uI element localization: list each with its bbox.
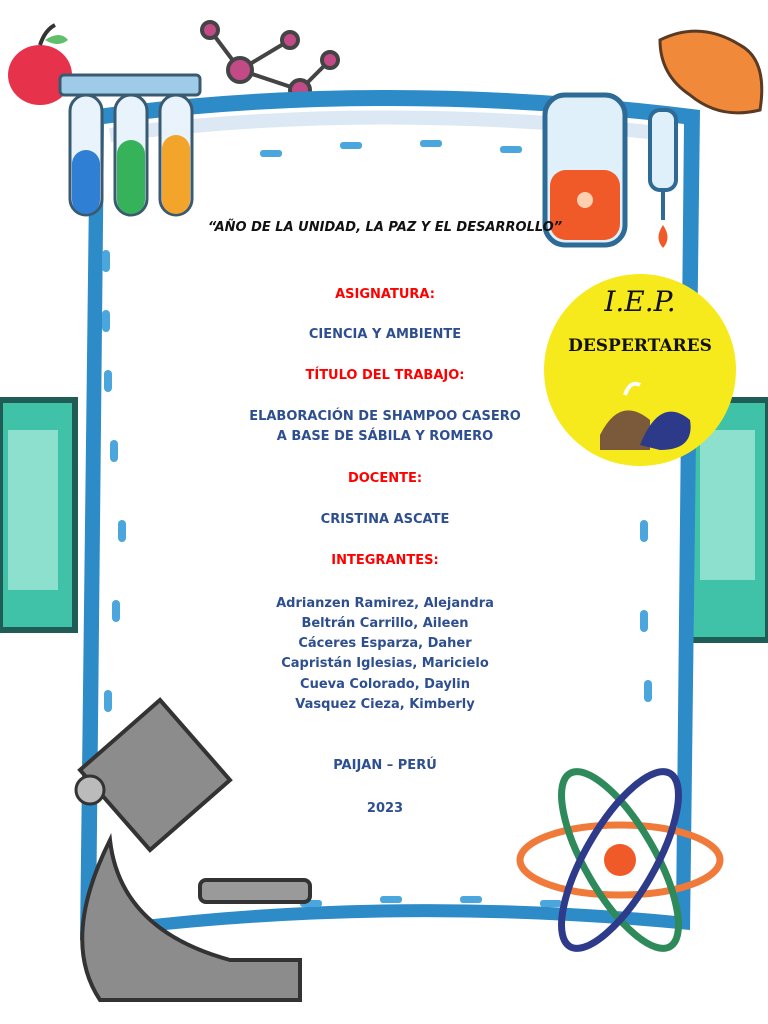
teacher-label: DOCENTE: bbox=[347, 471, 423, 486]
subject-value: CIENCIA Y AMBIENTE bbox=[308, 327, 462, 342]
teacher-value: CRISTINA ASCATE bbox=[320, 512, 450, 527]
badge-iep-text: I.E.P. bbox=[604, 285, 676, 318]
subject-label: ASIGNATURA: bbox=[335, 287, 435, 302]
member-name: Cueva Colorado, Daylin bbox=[300, 677, 470, 692]
title-label: TÍTULO DEL TRABAJO: bbox=[305, 368, 465, 383]
member-name: Cáceres Esparza, Daher bbox=[298, 636, 472, 651]
frog-icon bbox=[660, 31, 762, 113]
members-label: INTEGRANTES: bbox=[331, 553, 439, 568]
place-text: PAIJAN – PERÚ bbox=[333, 758, 437, 773]
test-tubes-icon bbox=[60, 75, 200, 215]
member-name: Adrianzen Ramirez, Alejandra bbox=[276, 596, 494, 611]
motto-text: “AÑO DE LA UNIDAD, LA PAZ Y EL DESARROLLO” bbox=[207, 220, 563, 235]
title-line-2: A BASE DE SÁBILA Y ROMERO bbox=[276, 429, 494, 444]
member-name: Capristán Iglesias, Maricielo bbox=[281, 656, 489, 671]
member-name: Beltrán Carrillo, Aileen bbox=[301, 616, 469, 631]
member-name: Vasquez Cieza, Kimberly bbox=[295, 697, 475, 712]
badge-school-name: DESPERTARES bbox=[568, 336, 712, 356]
year-text: 2023 bbox=[366, 801, 404, 816]
book-icon bbox=[0, 400, 75, 630]
title-line-1: ELABORACIÓN DE SHAMPOO CASERO bbox=[249, 409, 521, 424]
